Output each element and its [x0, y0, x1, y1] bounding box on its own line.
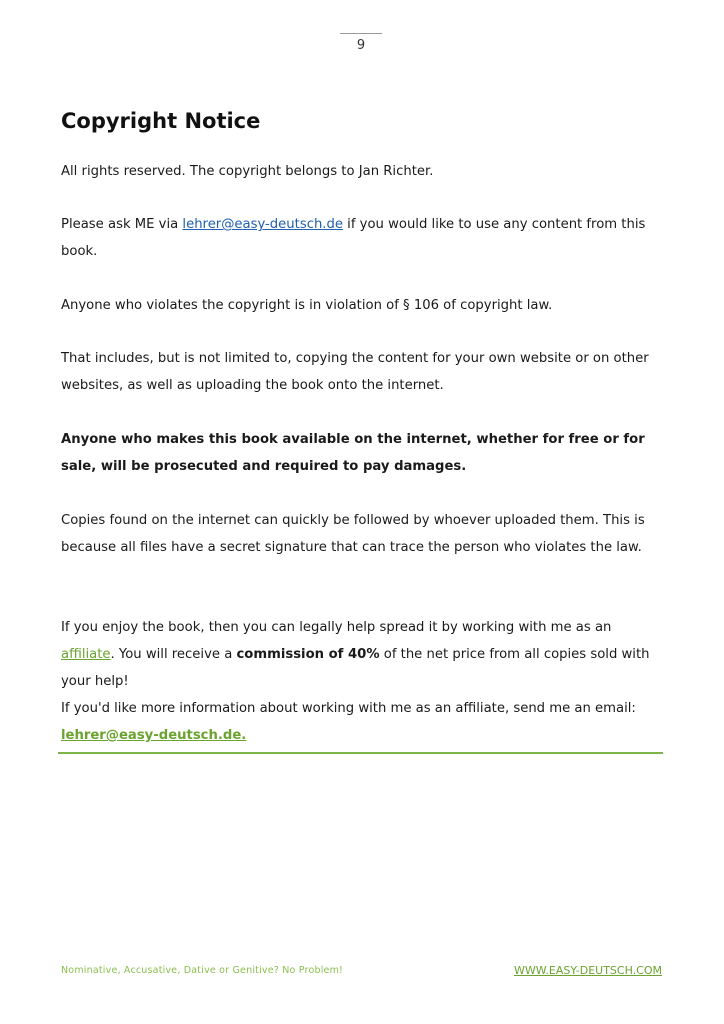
affiliate-text-middle: . You will receive a	[110, 647, 237, 662]
prosecution-paragraph: Anyone who makes this book available on the internet, whether for free or for sale, will be prosecuted and required to pay damages.	[61, 432, 645, 474]
footer-book-title: Nominative, Accusative, Dative or Genitive? No Problem!	[61, 965, 344, 976]
section-divider	[58, 752, 663, 754]
rights-paragraph: All rights reserved. The copyright belongs to Jan Richter.	[61, 164, 434, 179]
page-title: Copyright Notice	[61, 109, 261, 133]
page-number-rule	[340, 33, 382, 34]
affiliate-email-link[interactable]: lehrer@easy-deutsch.de.	[61, 728, 247, 743]
page-number: 9	[356, 38, 366, 53]
permission-text-after: if you would like to use any content from this book.	[61, 217, 646, 259]
signature-paragraph: Copies found on the internet can quickly be followed by whoever uploaded them. This is because all files have a secret signature that can trace the person who violates the law.	[61, 513, 645, 555]
affiliate-text-before: If you enjoy the book, then you can legally help spread it by working with me as an	[61, 620, 612, 635]
permission-paragraph	[61, 211, 665, 265]
includes-paragraph: That includes, but is not limited to, copying the content for your own website or on other websites, as well as uploading the book onto the internet.	[61, 351, 649, 393]
affiliate-paragraph	[61, 614, 665, 749]
affiliate-info-text: If you'd like more information about working with me as an affiliate, send me an email:	[61, 701, 636, 716]
violation-paragraph: Anyone who violates the copyright is in violation of § 106 of copyright law.	[61, 298, 553, 313]
footer-website-link[interactable]: WWW.EASY-DEUTSCH.COM	[514, 964, 662, 977]
affiliate-text-after: of the net price from all copies sold with your help!	[61, 647, 650, 689]
affiliate-link[interactable]: affiliate	[61, 647, 111, 662]
commission-text: commission of 40%	[236, 647, 380, 662]
contact-email-link[interactable]: lehrer@easy-deutsch.de	[182, 217, 343, 232]
permission-text-before: Please ask ME via	[61, 217, 183, 232]
